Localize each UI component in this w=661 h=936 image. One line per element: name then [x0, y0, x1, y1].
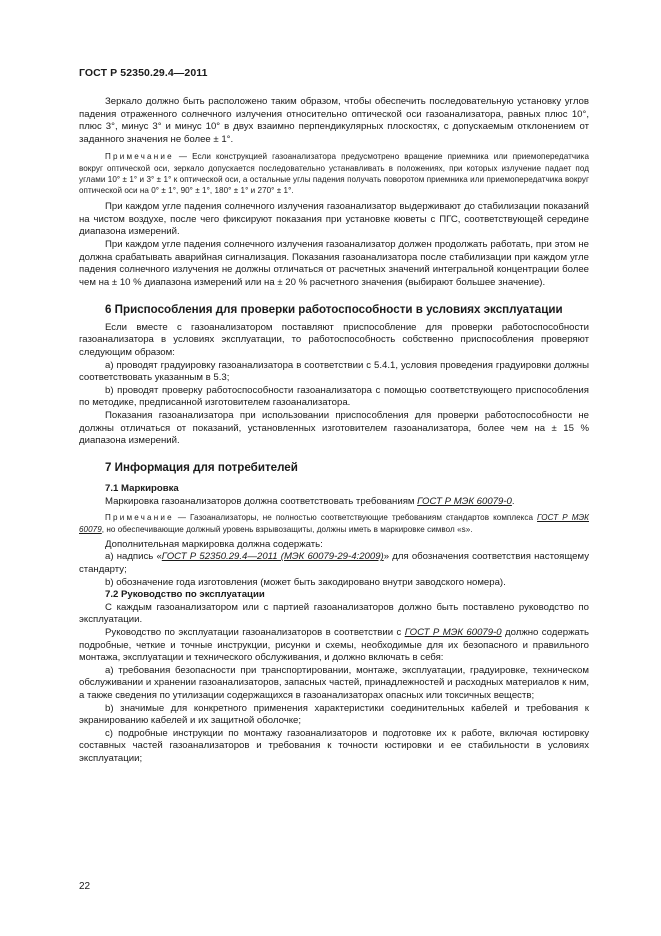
- section-7-title: 7 Информация для потребителей: [105, 460, 298, 474]
- page-content: [79, 96, 589, 766]
- document-header: ГОСТ Р 52350.29.4—2011: [79, 67, 208, 79]
- list-item: b) значимые для конкретного применения характеристики соединительных кабелей и требования к экранированию кабелей и их защитной оболочке;: [79, 702, 589, 727]
- standard-link[interactable]: ГОСТ Р МЭК 60079-0: [417, 495, 512, 507]
- paragraph: Маркировка газоанализаторов должна соответствовать требованиям ГОСТ Р МЭК 60079-0.: [105, 495, 515, 507]
- page-number: 22: [79, 881, 91, 892]
- standard-link[interactable]: ГОСТ Р МЭК 60079-0: [404, 627, 502, 639]
- note-paragraph: [79, 151, 589, 196]
- list-item: а) надпись «ГОСТ Р 52350.29.4—2011 (МЭК 60079-29-4:2009)» для обозначения соответствия настоящему стандарту;: [79, 551, 590, 576]
- paragraph: Руководство по эксплуатации газоанализаторов в соответствии с ГОСТ Р МЭК 60079-0 должно содержать подробные, четкие и точные инструкции, рисунки и схемы, необходимые для их безопасного и правильного монтажа, эксплуатации и технического обслуживания, и должно включать в себя:: [79, 627, 590, 664]
- standard-link[interactable]: ГОСТ Р 52350.29.4—2011 (МЭК 60079-29-4:2009): [161, 551, 384, 563]
- list-item: а) проводят градуировку газоанализатора в соответствии с 5.4.1, условия проведения градуировки должны соответствовать указанным в 5.3;: [79, 359, 589, 384]
- paragraph: С каждым газоанализатором или с партией газоанализаторов должно быть поставлено руководство по эксплуатации.: [79, 601, 589, 626]
- subsection-7-1-title: 7.1 Маркировка: [105, 483, 179, 495]
- list-item: b) обозначение года изготовления (может быть закодировано внутри заводского номера).: [105, 576, 506, 588]
- list-item: с) подробные инструкции по монтажу газоанализаторов и подготовке их к работе, включая юстировку составных частей газоанализаторов и требования к точности юстировки и ее стабильности в условиях эксплуатации;: [79, 727, 589, 764]
- standard-link[interactable]: ГОСТ Р МЭК 60079: [79, 513, 589, 534]
- section-6-title: 6 Приспособления для проверки работоспособности в условиях эксплуатации: [105, 303, 563, 317]
- note-label: Примечание: [105, 152, 174, 162]
- paragraph: Зеркало должно быть расположено таким образом, чтобы обеспечить последовательную установку углов падения отраженного солнечного излучения относительно оптической оси газоанализатора, равных плюс 10°, плюс 3°, минус 3° и минус 10° в двух взаимно перпендикулярных плоскостях, с допускаемым отклонением от заданного значения не более ± 1°.: [79, 96, 589, 145]
- paragraph: Дополнительная маркировка должна содержать:: [105, 538, 323, 550]
- paragraph: Если вместе с газоанализатором поставляют приспособление для проверки работоспособности газоанализатора в условиях эксплуатации, то работоспособность собственно приспособления проверяют следующим образом:: [79, 321, 589, 359]
- note-paragraph: Примечание — Газоанализаторы, не полностью соответствующие требованиям стандартов комплекса ГОСТ Р МЭК 60079, но обеспечивающие должный уровень взрывозащиты, должны иметь в маркировке символ «s».: [79, 513, 589, 534]
- subsection-7-2-title: 7.2 Руководство по эксплуатации: [105, 589, 265, 601]
- list-item: а) требования безопасности при транспортировании, монтаже, эксплуатации, градуировке, техническом обслуживании и хранении газоанализаторов, запасных частей, принадлежностей и расходных материалов к ним, а также сведения по утилизации содержащихся в газоанализаторах опасных или токсичных веществ;: [79, 664, 589, 701]
- paragraph: При каждом угле падения солнечного излучения газоанализатор выдерживают до стабилизации показаний на чистом воздухе, после чего фиксируют показания при установке кюветы с ПГС, соответствующей середине диапазона измерений.: [79, 201, 589, 238]
- note-text: — Если конструкцией газоанализатора предусмотрено вращение приемника или приемопередатчика вокруг оптической оси, зеркало допускается последовательно устанавливать в положениях, при которых излучение падает под углами 10° ± 1° и 3° ± 1° к оптической оси, а остальные углы падения получать поворотом приемника или приемопередатчика вокруг оптической оси на 0° ± 1°, 90° ± 1°, 180° ± 1° и 270° ± 1°.: [79, 152, 589, 195]
- paragraph: При каждом угле падения солнечного излучения газоанализатор должен продолжать работать, при этом не должна срабатывать аварийная сигнализация. Показания газоанализатора после стабилизации при каждом угле падения солнечного излучения не должны отличаться от расчетных значений интегральной концентрации более чем на ± 10 % диапазона измерений или на ± 20 % расчетного значения (выбирают большее значение).: [79, 238, 589, 288]
- note-label: Примечание: [105, 513, 174, 523]
- list-item: b) проводят проверку работоспособности газоанализатора с помощью соответствующего приспособления по методике, предписанной изготовителем газоанализатора.: [79, 384, 589, 409]
- paragraph: Показания газоанализатора при использовании приспособления для проверки работоспособности не должны отличаться от показаний, установленных изготовителем газоанализатора, более чем на ± 15 % диапазона измерений.: [79, 410, 589, 447]
